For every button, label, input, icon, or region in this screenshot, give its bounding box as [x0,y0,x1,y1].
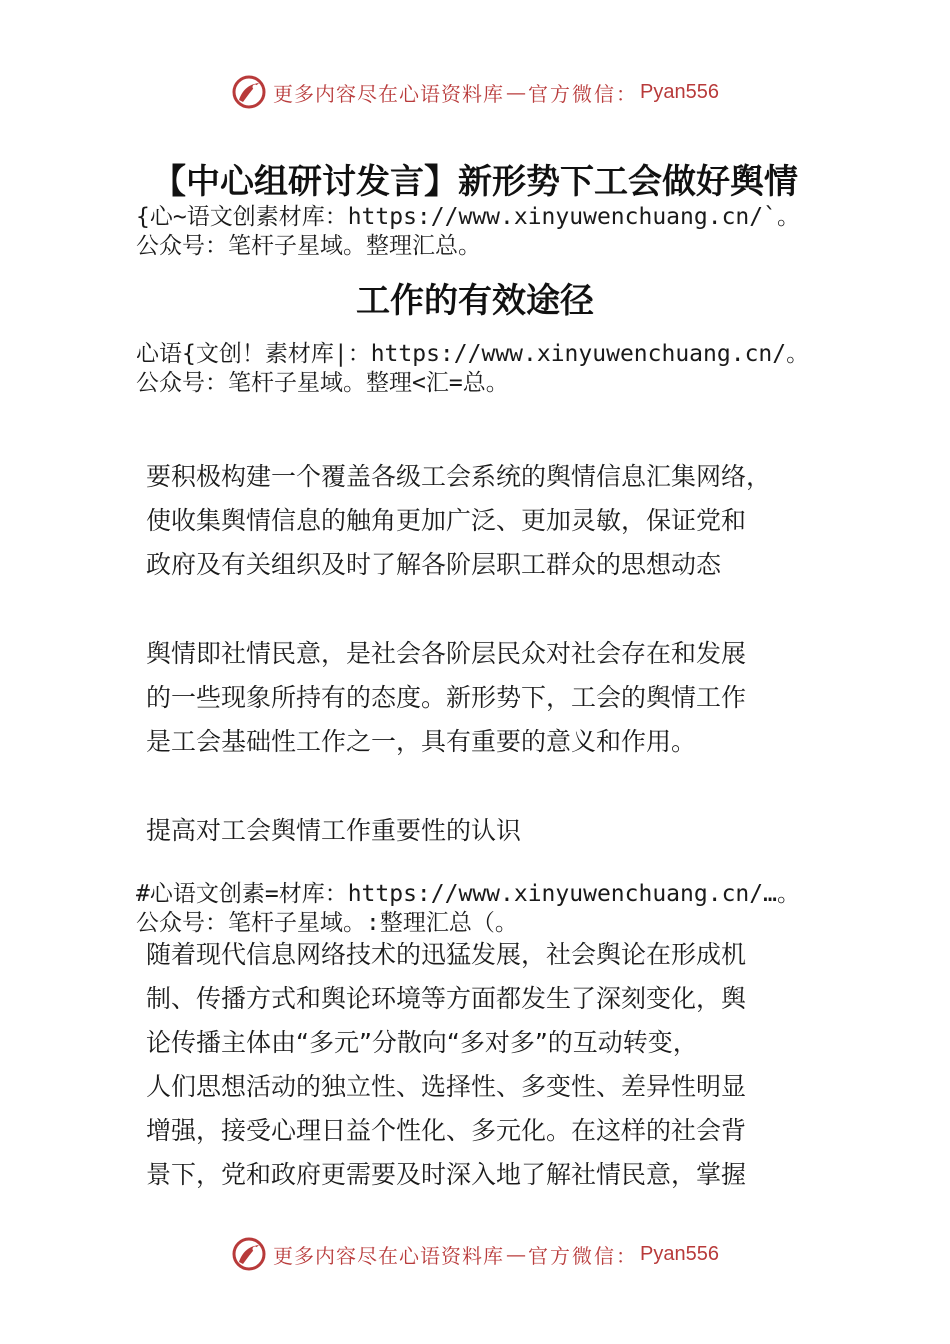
paragraph-line: 要积极构建一个覆盖各级工会系统的舆情信息汇集网络， [146,462,772,491]
banner-separator: — [506,1242,527,1266]
watermark-line: 公众号：笔杆子星域。整理<汇=总。 [136,370,509,396]
paragraph-line: 舆情即社情民意，是社会各阶层民众对社会存在和发展 [146,639,747,668]
paragraph [146,632,826,764]
banner-text: 更多内容尽在心语资料库 [273,81,505,106]
paragraph-line: 随着现代信息网络技术的迅猛发展，社会舆论在形成机 [146,940,747,969]
watermark-block [136,340,809,398]
brand-logo-icon [231,1236,267,1272]
watermark-line: #心语文创素=材库：https://www.xinyuwenchuang.cn/…。 [136,881,800,907]
paragraph-line: 是工会基础性工作之一，具有重要的意义和作用。 [146,727,697,756]
watermark-block [136,203,800,261]
paragraph-line: 论传播主体由“多元”分散向“多对多”的互动转变， [146,1028,698,1057]
paragraph [146,455,826,587]
banner-wechat-label: 官方微信： [528,81,639,106]
banner-wechat-id: Pyan556 [640,80,719,103]
watermark-line: 心语{文创！素材库|：https://www.xinyuwenchuang.cn/。 [136,341,810,367]
paragraph-line: 增强，接受心理日益个性化、多元化。在这样的社会背 [146,1116,747,1145]
brand-logo-icon [231,74,267,110]
watermark-line: 公众号：笔杆子星域。整理汇总。 [136,233,481,259]
paragraph-line: 景下，党和政府更需要及时深入地了解社情民意，掌握 [146,1160,747,1189]
watermark-line: 公众号：笔杆子星域。:整理汇总（。 [136,910,518,936]
paragraph-line: 人们思想活动的独立性、选择性、多变性、差异性明显 [146,1072,747,1101]
paragraph-line: 政府及有关组织及时了解各阶层职工群众的思想动态 [146,550,722,579]
watermark-block [136,880,800,938]
banner-separator: — [506,80,527,104]
banner-text: 更多内容尽在心语资料库 [273,1243,505,1268]
banner-wechat-id: Pyan556 [640,1242,719,1265]
page-title-line-1: 【中心组研讨发言】新形势下工会做好舆情 [152,162,798,202]
page-title-line-2: 工作的有效途径 [356,281,594,321]
paragraph-line: 的一些现象所持有的态度。新形势下，工会的舆情工作 [146,683,747,712]
section-heading [146,809,826,853]
paragraph-line: 制、传播方式和舆论环境等方面都发生了深刻变化，舆 [146,984,747,1013]
paragraph [146,933,826,1197]
footer-banner [0,1232,950,1276]
banner-wechat-label: 官方微信： [528,1243,639,1268]
section-heading-text: 提高对工会舆情工作重要性的认识 [146,816,522,845]
paragraph-line: 使收集舆情信息的触角更加广泛、更加灵敏，保证党和 [146,506,747,535]
watermark-line: {心~语文创素材库：https://www.xinyuwenchuang.cn/`。 [136,204,800,230]
header-banner [0,70,950,114]
